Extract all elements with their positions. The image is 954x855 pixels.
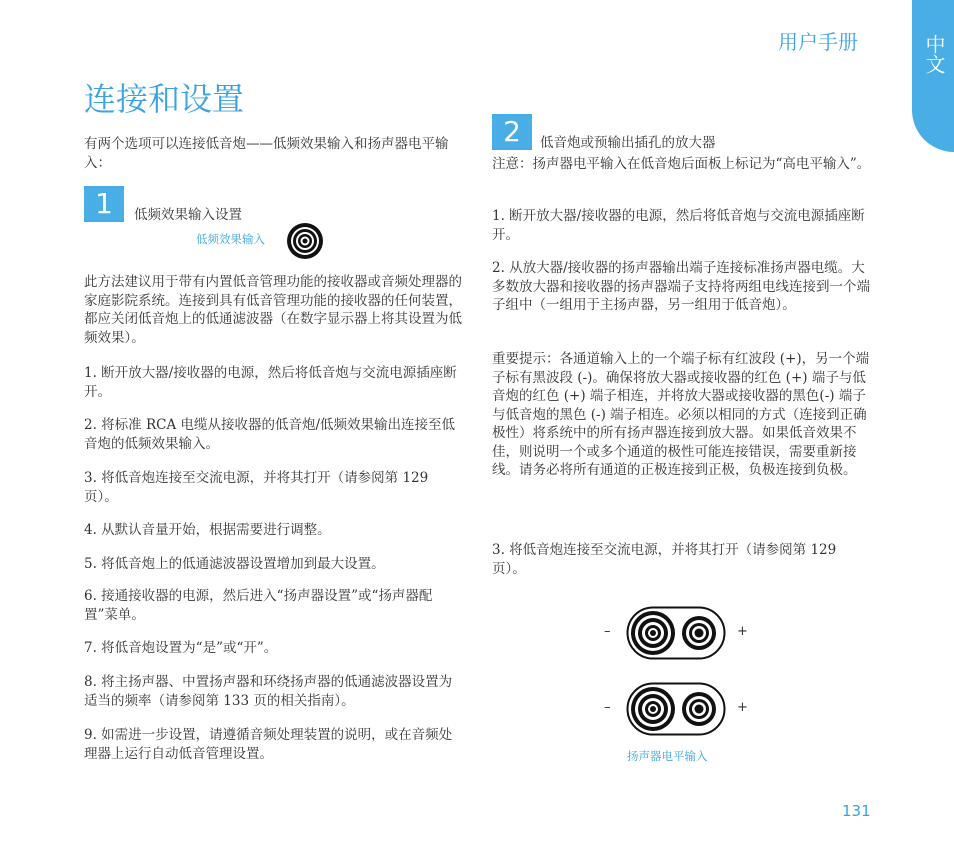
option-1-heading: 低频效果输入设置 xyxy=(134,207,242,223)
option-1-step-8: 8. 将主扬声器、中置扬声器和环绕扬声器的低通滤波器设置为适当的频率（请参阅第 133 页的相关指南）。 xyxy=(84,674,453,709)
plus-sign-top: + xyxy=(737,624,748,639)
option-2-step-3: 3. 将低音炮连接至交流电源，并将其打开（请参阅第 129 页）。 xyxy=(492,542,837,577)
page-number: 131 xyxy=(842,802,871,820)
plus-sign-bottom: + xyxy=(737,700,748,715)
option-1-number: 1 xyxy=(84,186,124,222)
option-1-description: 此方法建议用于带有内置低音管理功能的接收器或音频处理器的家庭影院系统。连接到具有低音管理功能的接收器的任何装置，都应关闭低音炮上的低通滤波器（在数字显示器上将其设置为低频效果）。 xyxy=(84,274,462,346)
option-2-step-1: 1. 断开放大器/接收器的电源，然后将低音炮与交流电源插座断开。 xyxy=(492,208,865,243)
language-tab xyxy=(912,0,954,152)
intro-text: 有两个选项可以连接低音炮——低频效果输入和扬声器电平输入： xyxy=(84,136,449,171)
option-1-step-7: 7. 将低音炮设置为“是”或“开”。 xyxy=(84,640,278,656)
speaker-terminal-pair-top-icon xyxy=(626,606,726,660)
language-tab-label: 中文 xyxy=(922,34,946,74)
minus-sign-bottom: – xyxy=(604,700,611,715)
option-2-number: 2 xyxy=(492,114,532,150)
manual-title: 用户手册 xyxy=(778,30,858,54)
speaker-level-input-label: 扬声器电平输入 xyxy=(627,749,708,763)
option-2-step-2: 2. 从放大器/接收器的扬声器输出端子连接标准扬声器电缆。大多数放大器和接收器的扬声器端子支持将两组电线连接到一个端子组中（一组用于主扬声器，另一组用于低音炮）。 xyxy=(492,260,870,313)
important-note: 重要提示：各通道输入上的一个端子标有红波段 (+)，另一个端子标有黑波段 (-)。确保将放大器或接收器的红色 (+) 端子与低音炮的红色 (+) 端子相连，并将放大器或接收器的黑色(-) 端子与低音炮的黑色 (-) 端子相连。必须以相同的方式（连接到正确极性）将系统中的所有扬声器连接到放大器。如果低音效果不佳，则说明一个或多个通道的极性可能连接错误，需要重新接线。请务必将所有通道的正极连接到正极，负极连接到负极。 xyxy=(492,351,870,478)
page-title: 连接和设置 xyxy=(84,80,245,118)
option-2-note: 注意：扬声器电平输入在低音炮后面板上标记为“高电平输入”。 xyxy=(492,156,871,172)
lfe-jack-icon xyxy=(286,222,324,260)
option-1-step-4: 4. 从默认音量开始，根据需要进行调整。 xyxy=(84,522,331,538)
option-1-step-6: 6. 接通接收器的电源，然后进入“扬声器设置”或“扬声器配置”菜单。 xyxy=(84,588,433,623)
minus-sign-top: – xyxy=(604,624,611,639)
option-1-step-5: 5. 将低音炮上的低通滤波器设置增加到最大设置。 xyxy=(84,556,385,572)
option-1-step-2: 2. 将标准 RCA 电缆从接收器的低音炮/低频效果输出连接至低音炮的低频效果输入。 xyxy=(84,417,456,452)
option-2-heading: 低音炮或预输出插孔的放大器 xyxy=(540,135,716,151)
option-1-step-1: 1. 断开放大器/接收器的电源，然后将低音炮与交流电源插座断开。 xyxy=(84,365,457,400)
option-1-step-9: 9. 如需进一步设置，请遵循音频处理装置的说明，或在音频处理器上运行自动低音管理设置。 xyxy=(84,727,453,762)
option-1-step-3: 3. 将低音炮连接至交流电源，并将其打开（请参阅第 129 页）。 xyxy=(84,470,429,505)
speaker-terminal-pair-bottom-icon xyxy=(626,682,726,736)
lfe-input-label: 低频效果输入 xyxy=(196,232,265,246)
